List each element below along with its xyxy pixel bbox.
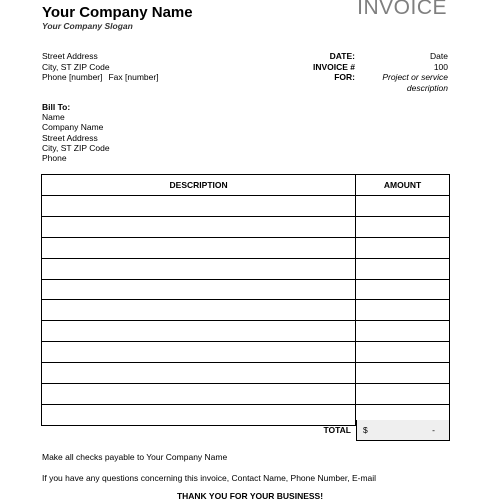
description-header: DESCRIPTION xyxy=(42,175,356,196)
total-value: - xyxy=(432,425,435,435)
company-slogan: Your Company Slogan xyxy=(42,21,133,31)
table-row xyxy=(42,279,450,300)
amount-cell[interactable] xyxy=(356,237,450,258)
sender-phone: Phone [number] xyxy=(42,72,103,82)
for-value-line2: description xyxy=(406,82,448,93)
table-row xyxy=(42,196,450,217)
bill-to xyxy=(42,102,110,163)
table-header-row xyxy=(42,175,450,196)
date-value: Date xyxy=(430,51,448,61)
company-name: Your Company Name xyxy=(42,4,193,21)
for-label: FOR: xyxy=(334,72,355,82)
bill-to-heading: Bill To: xyxy=(42,102,71,112)
description-cell[interactable] xyxy=(42,216,356,237)
description-cell[interactable] xyxy=(42,237,356,258)
invoice-number-value: 100 xyxy=(433,61,448,72)
table-row xyxy=(42,321,450,342)
sender-city: City, ST ZIP Code xyxy=(42,61,110,72)
amount-cell[interactable] xyxy=(356,300,450,321)
line-items-table xyxy=(41,174,450,426)
meta-invoice-row xyxy=(285,62,448,73)
description-cell[interactable] xyxy=(42,363,356,384)
bill-to-city: City, ST ZIP Code xyxy=(42,142,110,153)
amount-cell[interactable] xyxy=(356,321,450,342)
date-label: DATE: xyxy=(329,51,355,61)
amount-cell[interactable] xyxy=(356,279,450,300)
bill-to-phone: Phone xyxy=(42,153,67,164)
description-cell[interactable] xyxy=(42,300,356,321)
amount-cell[interactable] xyxy=(356,384,450,405)
table-row xyxy=(42,300,450,321)
bill-to-name: Name xyxy=(42,112,65,123)
sender-fax: Fax [number] xyxy=(108,72,159,82)
amount-cell[interactable] xyxy=(356,216,450,237)
description-cell[interactable] xyxy=(42,384,356,405)
for-value-line1: Project or service xyxy=(382,72,448,82)
meta-date-row xyxy=(285,51,448,62)
description-cell[interactable] xyxy=(42,279,356,300)
footer-thanks: THANK YOU FOR YOUR BUSINESS! xyxy=(176,491,324,500)
total-row xyxy=(41,420,450,441)
description-cell[interactable] xyxy=(42,258,356,279)
sender-phone-fax xyxy=(42,72,159,83)
table-row xyxy=(42,342,450,363)
total-amount-cell[interactable] xyxy=(356,420,450,441)
table-row xyxy=(42,216,450,237)
bill-to-company: Company Name xyxy=(42,122,104,133)
sender-street: Street Address xyxy=(42,51,98,61)
table-row xyxy=(42,258,450,279)
footer-payable-note: Make all checks payable to Your Company Name xyxy=(42,452,228,462)
amount-header: AMOUNT xyxy=(356,175,450,196)
meta-for-row-2 xyxy=(285,83,448,94)
meta-for-row xyxy=(285,72,448,83)
footer-questions-note: If you have any questions concerning this invoice, Contact Name, Phone Number, E-mail xyxy=(42,473,377,483)
description-cell[interactable] xyxy=(42,342,356,363)
table-row xyxy=(42,384,450,405)
amount-cell[interactable] xyxy=(356,342,450,363)
bill-to-street: Street Address xyxy=(42,132,98,143)
invoice-meta xyxy=(285,51,448,93)
amount-cell[interactable] xyxy=(356,363,450,384)
amount-cell[interactable] xyxy=(356,258,450,279)
amount-cell[interactable] xyxy=(356,196,450,217)
total-label: TOTAL xyxy=(323,425,351,435)
description-cell[interactable] xyxy=(42,196,356,217)
total-currency: $ xyxy=(363,425,368,435)
invoice-title: INVOICE xyxy=(357,0,447,19)
sender-address xyxy=(42,51,159,83)
invoice-number-label: INVOICE # xyxy=(312,61,355,72)
table-row xyxy=(42,237,450,258)
description-cell[interactable] xyxy=(42,321,356,342)
table-row xyxy=(42,363,450,384)
